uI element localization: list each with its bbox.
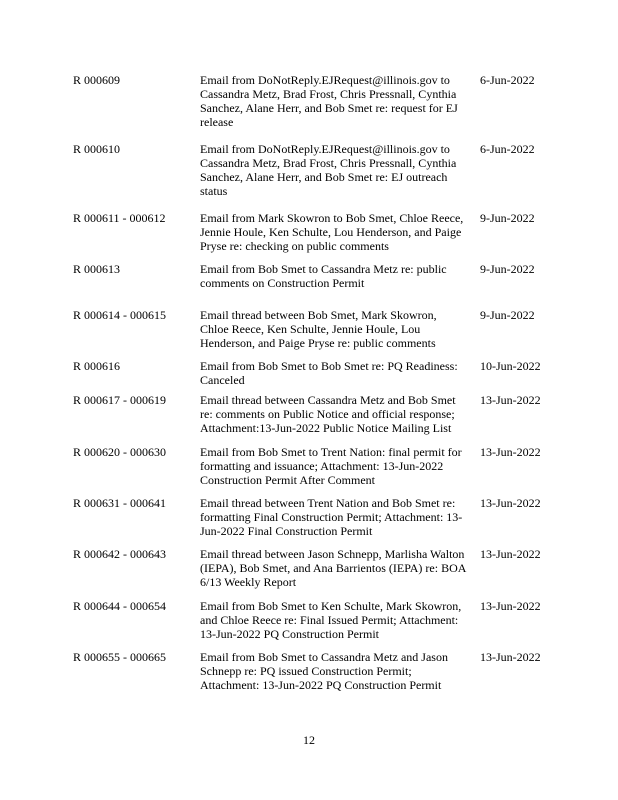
document-description: Email from Bob Smet to Cassandra Metz and Jason Schnepp re: PQ issued Construction Permit; Attachment: 13-Jun-2022 PQ Construction Permit <box>200 650 448 692</box>
document-date: 13-Jun-2022 <box>480 496 541 510</box>
bates-number: R 000644 - 000654 <box>73 599 166 613</box>
bates-number: R 000609 <box>73 73 121 87</box>
document-description: Email from Bob Smet to Trent Nation: final permit for formatting and issuance; Attachment: 13-Jun-2022 Construction Permit After Comment <box>200 445 462 487</box>
document-description: Email thread between Cassandra Metz and Bob Smet re: comments on Public Notice and official response; Attachment:13-Jun-2022 Public Notice Mailing List <box>200 393 456 435</box>
bates-number: R 000616 <box>73 359 121 373</box>
document-date: 9-Jun-2022 <box>480 262 535 276</box>
document-description: Email from DoNotReply.EJRequest@illinois.gov to Cassandra Metz, Brad Frost, Chris Pressnall, Cynthia Sanchez, Alane Herr, and Bob Smet re: request for EJ release <box>200 73 458 129</box>
document-date: 13-Jun-2022 <box>480 650 541 664</box>
document-description: Email from Mark Skowron to Bob Smet, Chloe Reece, Jennie Houle, Ken Schulte, Lou Henderson, and Paige Pryse re: checking on public comments <box>200 211 464 253</box>
document-description: Email from Bob Smet to Ken Schulte, Mark Skowron, and Chloe Reece re: Final Issued Permit; Attachment: 13-Jun-2022 PQ Construction Permit <box>200 599 462 641</box>
document-date: 13-Jun-2022 <box>480 393 541 407</box>
document-description: Email from DoNotReply.EJRequest@illinois.gov to Cassandra Metz, Brad Frost, Chris Pressnall, Cynthia Sanchez, Alane Herr, and Bob Smet re: EJ outreach status <box>200 142 457 198</box>
bates-number: R 000642 - 000643 <box>73 547 166 561</box>
document-date: 9-Jun-2022 <box>480 211 535 225</box>
bates-number: R 000620 - 000630 <box>73 445 166 459</box>
bates-number: R 000611 - 000612 <box>73 211 166 225</box>
bates-number: R 000610 <box>73 142 121 156</box>
bates-number: R 000614 - 000615 <box>73 308 166 322</box>
document-date: 13-Jun-2022 <box>480 599 541 613</box>
page-number: 12 <box>303 733 315 747</box>
bates-number: R 000613 <box>73 262 121 276</box>
bates-number: R 000617 - 000619 <box>73 393 166 407</box>
document-date: 6-Jun-2022 <box>480 142 535 156</box>
bates-number: R 000655 - 000665 <box>73 650 166 664</box>
document-description: Email thread between Bob Smet, Mark Skowron, Chloe Reece, Ken Schulte, Jennie Houle, Lou Henderson, and Paige Pryse re: public comments <box>200 308 437 350</box>
bates-number: R 000631 - 000641 <box>73 496 166 510</box>
document-date: 10-Jun-2022 <box>480 359 541 373</box>
document-description: Email from Bob Smet to Cassandra Metz re: public comments on Construction Permit <box>200 262 447 290</box>
document-date: 13-Jun-2022 <box>480 445 541 459</box>
document-date: 13-Jun-2022 <box>480 547 541 561</box>
document-description: Email from Bob Smet to Bob Smet re: PQ Readiness: Canceled <box>200 359 458 387</box>
document-description: Email thread between Jason Schnepp, Marlisha Walton (IEPA), Bob Smet, and Ana Barrientos (IEPA) re: BOA 6/13 Weekly Report <box>200 547 466 589</box>
document-description: Email thread between Trent Nation and Bob Smet re: formatting Final Construction Permit; Attachment: 13-Jun-2022 Final Construction Permit <box>200 496 463 538</box>
document-date: 9-Jun-2022 <box>480 308 535 322</box>
document-date: 6-Jun-2022 <box>480 73 535 87</box>
